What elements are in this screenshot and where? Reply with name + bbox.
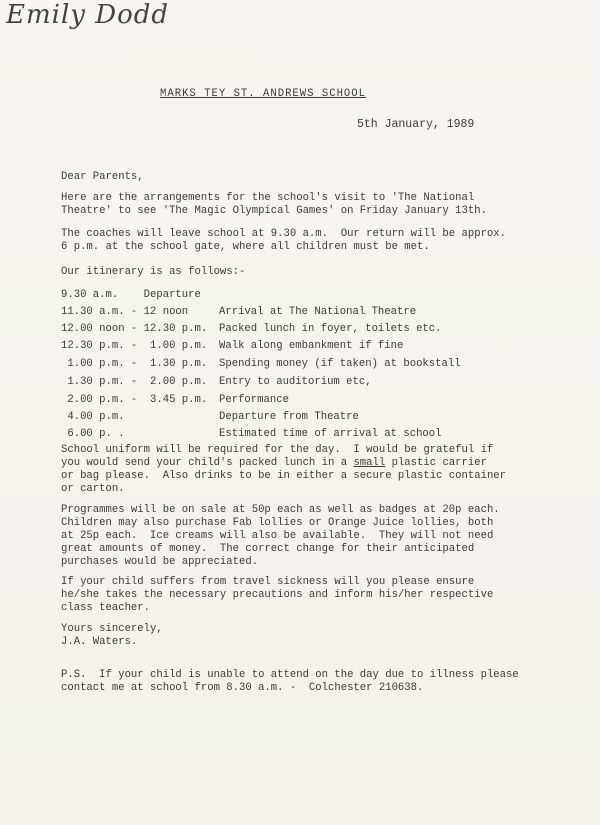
- signature: J.A. Waters.: [61, 636, 138, 648]
- itinerary-time: 11.30 a.m. - 12 noon: [61, 306, 189, 318]
- itinerary-intro: Our itinerary is as follows:-: [61, 266, 246, 278]
- itinerary-activity: Estimated time of arrival at school: [219, 428, 442, 440]
- uniform-line: you would send your child's packed lunch in a small plastic carrier: [61, 457, 487, 469]
- small-underlined: small: [353, 457, 386, 469]
- closing-block: [61, 623, 163, 649]
- itinerary-activity: Performance: [219, 394, 289, 406]
- itinerary-activity: Walk along embankment if fine: [219, 340, 404, 352]
- ps-line: P.S. If your child is unable to attend on the day due to illness please: [61, 669, 519, 681]
- postscript: [61, 669, 519, 695]
- itinerary-row: [61, 394, 561, 408]
- itinerary-time: 12.30 p.m. - 1.00 p.m.: [61, 340, 208, 352]
- itinerary-row: [61, 323, 561, 337]
- itinerary-activity: Spending money (if taken) at bookstall: [219, 358, 461, 370]
- coaches-line: 6 p.m. at the school gate, where all children must be met.: [61, 241, 430, 253]
- sickness-line: If your child suffers from travel sickness will you please ensure: [61, 576, 475, 588]
- ps-line: contact me at school from 8.30 a.m. - Colchester 210638.: [61, 682, 424, 694]
- sickness-paragraph: [61, 576, 493, 615]
- itinerary-activity: Departure from Theatre: [219, 411, 359, 423]
- itinerary-time: 9.30 a.m. Departure: [61, 289, 201, 301]
- programmes-line: purchases would be appreciated.: [61, 556, 259, 568]
- itinerary-row: [61, 411, 561, 425]
- uniform-line: School uniform will be required for the day. I would be grateful if: [61, 444, 494, 456]
- itinerary-time: 1.00 p.m. - 1.30 p.m.: [61, 358, 208, 370]
- itinerary-time: 1.30 p.m. - 2.00 p.m.: [61, 376, 208, 388]
- coaches-line: The coaches will leave school at 9.30 a.m. Our return will be approx.: [61, 228, 507, 240]
- uniform-line: or carton.: [61, 483, 125, 495]
- itinerary-row: [61, 376, 561, 390]
- itinerary-activity: Packed lunch in foyer, toilets etc.: [219, 323, 442, 335]
- programmes-line: Children may also purchase Fab lollies or Orange Juice lollies, both: [61, 517, 494, 529]
- coaches-paragraph: [61, 228, 506, 254]
- uniform-line: or bag please. Also drinks to be in either a secure plastic container: [61, 470, 507, 482]
- programmes-line: Programmes will be on sale at 50p each as well as badges at 20p each.: [61, 504, 500, 516]
- itinerary-activity: Entry to auditorium etc,: [219, 376, 372, 388]
- itinerary-row: [61, 358, 561, 372]
- itinerary-row: [61, 428, 561, 442]
- uniform-paragraph: [61, 444, 506, 496]
- itinerary-time: 12.00 noon - 12.30 p.m.: [61, 323, 208, 335]
- programmes-paragraph: [61, 504, 500, 569]
- letter-date: 5th January, 1989: [357, 118, 475, 131]
- programmes-line: at 25p each. Ice creams will also be available. They will not need: [61, 530, 494, 542]
- programmes-line: great amounts of money. The correct change for their anticipated: [61, 543, 475, 555]
- intro-line: Here are the arrangements for the school's visit to 'The National: [61, 192, 475, 204]
- itinerary-row: [61, 340, 561, 354]
- itinerary-time: 6.00 p. .: [61, 428, 125, 440]
- itinerary-time: 2.00 p.m. - 3.45 p.m.: [61, 394, 208, 406]
- itinerary-row: [61, 289, 561, 303]
- intro-paragraph: [61, 192, 487, 218]
- closing: Yours sincerely,: [61, 623, 163, 635]
- itinerary-time: 4.00 p.m.: [61, 411, 125, 423]
- itinerary-row: [61, 306, 561, 320]
- handwritten-name: Emily Dodd: [6, 0, 170, 30]
- school-heading: MARKS TEY ST. ANDREWS SCHOOL: [160, 88, 367, 100]
- itinerary-activity: Arrival at The National Theatre: [219, 306, 417, 318]
- sickness-line: he/she takes the necessary precautions and inform his/her respective: [61, 589, 494, 601]
- salutation: Dear Parents,: [61, 171, 144, 183]
- intro-line: Theatre' to see 'The Magic Olympical Games' on Friday January 13th.: [61, 205, 487, 217]
- sickness-line: class teacher.: [61, 602, 151, 614]
